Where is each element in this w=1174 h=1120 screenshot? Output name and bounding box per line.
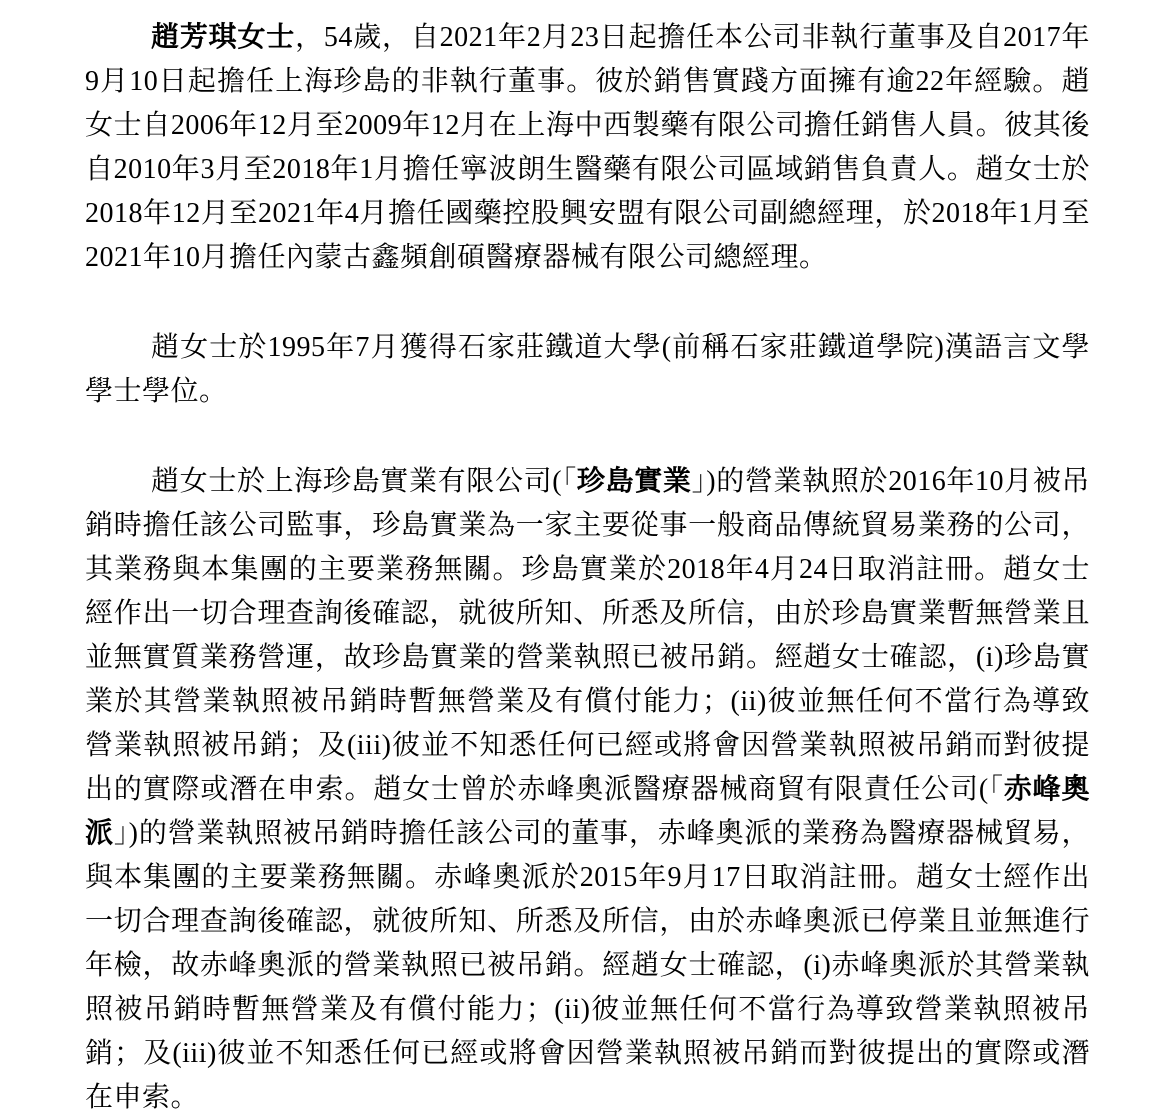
paragraph-director-biography	[85, 16, 1090, 280]
disclosure-text-part-3: 」)的營業執照被吊銷時擔任該公司的董事，赤峰奧派的業務為醫療器械貿易，與本集團的主要業務無關。赤峰奧派於2015年9月17日取消註冊。趙女士經作出一切合理查詢後確認，就彼所知、所悉及所信，由於赤峰奧派已停業且並無進行年檢，故赤峰奧派的營業執照已被吊銷。經趙女士確認，(i)赤峰奧派於其營業執照被吊銷時暫無營業及有償付能力；(ii)彼並無任何不當行為導致營業執照被吊銷；及(iii)彼並不知悉任何已經或將會因營業執照被吊銷而對彼提出的實際或潛在申索。	[85, 818, 1090, 1113]
biography-text: ，54歲，自2021年2月23日起擔任本公司非執行董事及自2017年9月10日起擔任上海珍島的非執行董事。彼於銷售實踐方面擁有逾22年經驗。趙女士自2006年12月至2009年12月在上海中西製藥有限公司擔任銷售人員。彼其後自2010年3月至2018年1月擔任寧波朗生醫藥有限公司區域銷售負責人。趙女士於2018年12月至2021年4月擔任國藥控股興安盟有限公司副總經理，於2018年1月至2021年10月擔任內蒙古鑫頻創碩醫療器械有限公司總經理。	[85, 22, 1090, 273]
person-name: 趙芳琪女士	[151, 22, 296, 53]
disclosure-text-part-1: 趙女士於上海珍島實業有限公司(「	[151, 466, 577, 497]
company-name-zhendao: 珍島實業	[576, 466, 692, 497]
disclosure-text-part-2: 」)的營業執照於2016年10月被吊銷時擔任該公司監事，珍島實業為一家主要從事一般商品傳統貿易業務的公司，其業務與本集團的主要業務無關。珍島實業於2018年4月24日取消註冊。趙女士經作出一切合理查詢後確認，就彼所知、所悉及所信，由於珍島實業暫無營業且並無實質業務營運，故珍島實業的營業執照已被吊銷。經趙女士確認，(i)珍島實業於其營業執照被吊銷時暫無營業及有償付能力；(ii)彼並無任何不當行為導致營業執照被吊銷；及(iii)彼並不知悉任何已經或將會因營業執照被吊銷而對彼提出的實際或潛在申索。趙女士曾於赤峰奧派醫療器械商貿有限責任公司(「	[85, 466, 1091, 805]
company-name-chifeng-aopai: 赤峰奧派	[85, 774, 1090, 849]
paragraph-education	[85, 326, 1090, 414]
paragraph-license-revocation-disclosure	[85, 460, 1090, 1120]
education-text: 趙女士於1995年7月獲得石家莊鐵道大學(前稱石家莊鐵道學院)漢語言文學學士學位。	[85, 332, 1090, 407]
